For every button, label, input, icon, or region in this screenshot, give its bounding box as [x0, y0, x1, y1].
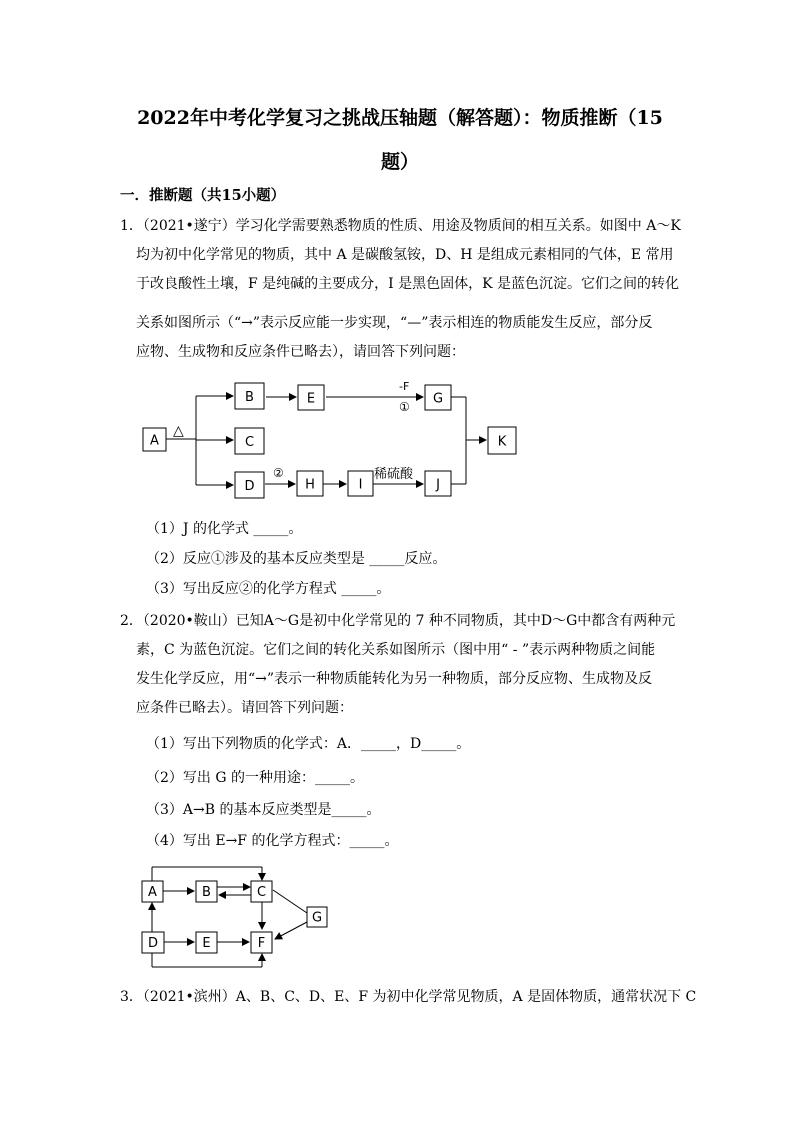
svg-text:I: I: [358, 477, 363, 493]
q1-line-4: 关系如图所示（“→”表示反应能一步实现，“—”表示相连的物质能发生反应，部分反: [136, 315, 653, 331]
svg-text:G: G: [311, 910, 323, 926]
svg-text:F: F: [257, 936, 266, 951]
svg-text:C: C: [244, 435, 255, 450]
svg-text:A: A: [150, 433, 159, 449]
q2-sub-4: （4）写出 E→F 的化学方程式：_____。: [146, 833, 399, 849]
q1-node-a: [143, 428, 166, 451]
svg-text:D: D: [147, 936, 159, 951]
q1-line-1: 1．（2021•遂宁）学习化学需要熟悉物质的性质、用途及物质间的相互关系。如图中 A～K: [120, 218, 681, 234]
q1-node-d: [235, 472, 264, 498]
q1-line-3: 于改良酸性土壤，F 是纯碱的主要成分，I 是黑色固体，K 是蓝色沉淀。它们之间的转化: [136, 276, 680, 292]
q2-node-e: [196, 932, 217, 953]
q2-sub-1: （1）写出下列物质的化学式：A．_____，D_____。: [146, 736, 471, 752]
svg-text:C: C: [256, 885, 267, 900]
q1-node-j: [425, 471, 451, 496]
q1-delta-label: △: [173, 423, 184, 439]
q2-node-d: [142, 932, 164, 953]
section-heading: 一．推断题（共15小题）: [120, 187, 286, 204]
q1-sub-3: （3）写出反应②的化学方程式 _____。: [146, 581, 391, 597]
q1-node-i: [348, 471, 373, 496]
q2-node-b: [196, 881, 217, 902]
q1-reaction-2-label: ②: [273, 466, 284, 480]
q3-line-1: 3．（2021•滨州）A、B、C、D、E、F 为初中化学常见物质，A 是固体物质，通常状况下 C: [120, 989, 697, 1005]
svg-text:E: E: [306, 391, 316, 407]
q1-dilute-acid-label: 稀硫酸: [374, 467, 414, 482]
svg-text:G: G: [432, 391, 444, 407]
svg-text:B: B: [245, 390, 254, 405]
q1-node-k: [488, 427, 516, 454]
q1-sub-2: （2）反应①涉及的基本反应类型是 _____反应。: [146, 551, 447, 567]
svg-text:K: K: [497, 434, 507, 450]
q2-node-g: [307, 907, 327, 927]
q2-sub-3: （3）A→B 的基本反应类型是_____。: [146, 802, 381, 818]
q1-node-e: [298, 385, 324, 410]
q2-relation-diagram: [135, 860, 335, 975]
q1-node-c: [235, 428, 264, 454]
q2-connectors: [152, 867, 307, 967]
q1-line-2: 均为初中化学常见的物质，其中 A 是碳酸氢铵，D、H 是组成元素相同的气体，E 常用: [136, 247, 674, 263]
q2-line-3: 发生化学反应，用“→”表示一种物质能转化为另一种物质，部分反应物、生成物及反: [136, 671, 653, 687]
svg-text:D: D: [244, 479, 255, 494]
q1-node-g: [425, 385, 451, 410]
svg-text:A: A: [148, 885, 157, 900]
q2-line-4: 应条件已略去）。请回答下列问题：: [136, 700, 353, 716]
q1-reaction-1-label: ①: [399, 400, 410, 414]
q2-node-a: [142, 881, 163, 902]
q1-sub-1: （1）J 的化学式 _____。: [146, 521, 303, 537]
q2-sub-2: （2）写出 G 的一种用途：_____。: [146, 770, 364, 786]
document-title-line-1: 2022年中考化学复习之挑战压轴题（解答题）：物质推断（15: [137, 107, 663, 129]
q2-line-2: 素，C 为蓝色沉淀。它们之间的转化关系如图所示（图中用“ - ”表示两种物质之间能: [136, 642, 656, 658]
q1-line-5: 应物、生成物和反应条件已略去），请回答下列问题：: [136, 344, 465, 360]
q1-node-b: [235, 383, 264, 409]
document-title-line-2: 题）: [380, 151, 419, 173]
svg-text:J: J: [436, 477, 440, 493]
svg-text:E: E: [202, 936, 211, 951]
q2-line-1: 2．（2020•鞍山）已知A～G是初中化学常见的 7 种不同物质，其中D～G中都含有两种元: [120, 613, 676, 629]
q1-reaction-diagram: [130, 372, 530, 502]
q1-node-h: [297, 471, 323, 496]
svg-text:B: B: [202, 885, 211, 900]
q1-reaction-1-top-label: -F: [399, 380, 410, 393]
svg-text:H: H: [305, 477, 315, 493]
q2-node-c: [251, 881, 272, 902]
q2-node-f: [251, 932, 272, 953]
